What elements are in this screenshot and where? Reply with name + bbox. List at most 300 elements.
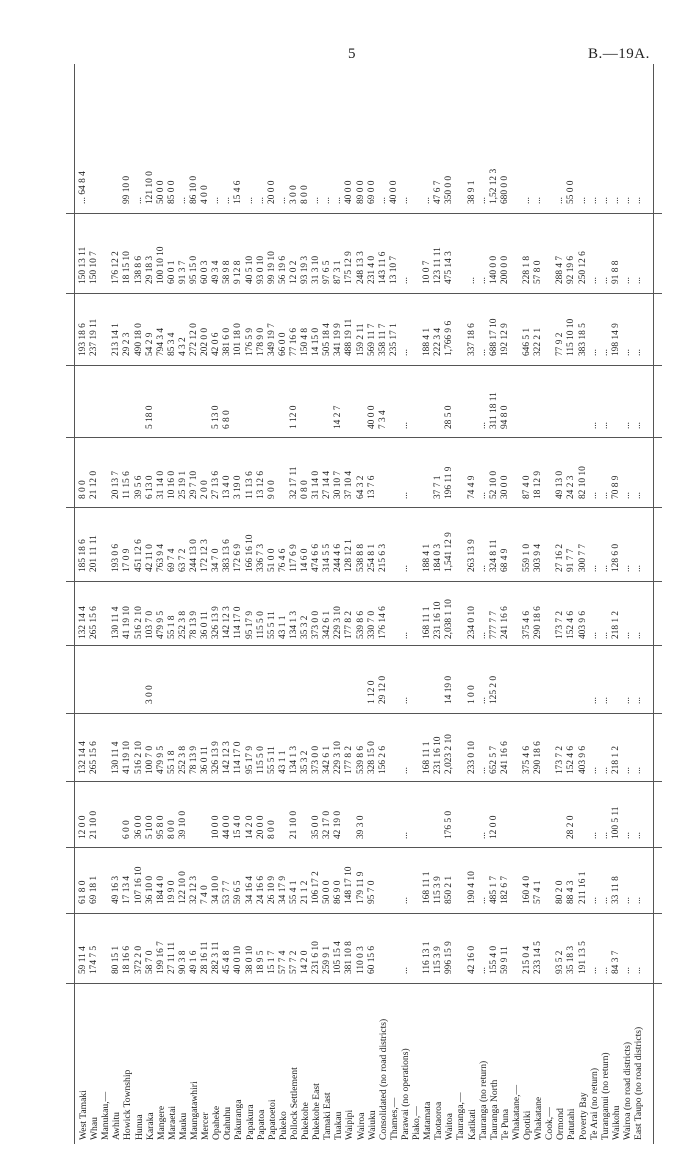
table-cell: 68 4 9: [499, 548, 510, 572]
table-row: [278, 64, 289, 1144]
district-name: Turanganui (no return): [599, 1052, 611, 1140]
table-cell: 14 2 7: [333, 405, 344, 429]
table-cell: 10 0 7: [422, 260, 433, 284]
table-cell: 28 16 11: [200, 941, 211, 974]
table-cell: 37 10 4: [344, 470, 355, 499]
district-name: Waikohu: [610, 1105, 622, 1140]
table-cell: 115 5 0: [255, 611, 266, 639]
table-cell: ...: [621, 966, 632, 974]
table-cell: 342 6 1: [322, 745, 333, 774]
table-cell: 56 19 6: [277, 255, 288, 284]
table-cell: ...: [621, 696, 632, 704]
table-cell: ...: [133, 196, 144, 204]
table-cell: ...: [633, 696, 643, 704]
table-cell: 12 0 0: [488, 815, 499, 839]
table-cell: 60 15 6: [366, 945, 377, 974]
table-cell: 60 0 3: [200, 260, 211, 284]
table-cell: 21 1 2: [300, 880, 310, 904]
table-cell: 97 6 5: [322, 260, 333, 284]
district-name: Tauranga,—: [455, 1092, 467, 1140]
table-cell: 213 14 1: [111, 323, 122, 356]
table-cell: ...: [599, 196, 610, 204]
table-cell: 57 4 1: [533, 880, 544, 904]
table-cell: 39 10 0: [177, 810, 188, 839]
table-cell: 336 7 3: [255, 543, 266, 572]
table-cell: 272 12 0: [189, 323, 199, 356]
table-cell: 6 0 0: [122, 820, 133, 839]
table-cell: 777 7 7: [488, 610, 499, 639]
table-cell: 85 0 0: [166, 180, 177, 204]
table-cell: 27 11 11: [166, 941, 177, 974]
table-cell: 99 19 10: [266, 251, 277, 284]
table-cell: 31 14 0: [311, 470, 322, 499]
table-cell: 35 3 2: [300, 750, 310, 774]
table-cell: 34 7 0: [211, 548, 222, 572]
table-cell: 57 8 0: [533, 260, 544, 284]
table-cell: 177 8 2: [344, 610, 355, 639]
table-cell: 142 12 3: [222, 606, 233, 639]
district-name: Te Puna: [499, 1108, 511, 1140]
table-cell: ...: [399, 564, 410, 572]
table-cell: 29 2 3: [122, 332, 133, 356]
table-cell: 215 0 4: [522, 945, 532, 974]
table-cell: 505 18 4: [322, 323, 333, 356]
district-name: Matamata: [422, 1101, 434, 1140]
table-cell: ...: [633, 766, 643, 774]
table-cell: 176 5 9: [244, 327, 255, 356]
table-cell: 9 0 0: [266, 480, 277, 499]
table-cell: 403 9 6: [577, 745, 588, 774]
table-cell: 3 0 0: [288, 185, 299, 204]
district-name: Cook,—: [544, 1107, 556, 1140]
table-cell: 5 18 0: [144, 405, 155, 429]
table-row: [89, 64, 100, 1144]
table-cell: 14 2 0: [244, 815, 255, 839]
table-cell: 95 15 0: [189, 255, 199, 284]
table-cell: 290 18 6: [533, 606, 544, 639]
table-cell: 156 2 6: [377, 745, 388, 774]
table-cell: 95 17 9: [244, 745, 255, 774]
table-cell: ...: [177, 196, 188, 204]
table-cell: 199 16 7: [155, 941, 166, 974]
table-cell: 358 11 7: [377, 323, 388, 356]
table-cell: 123 11 11: [433, 247, 444, 284]
table-cell: 15 4 0: [233, 815, 244, 839]
table-cell: 381 10 8: [344, 941, 355, 974]
table-row: [611, 64, 622, 1144]
table-cell: 80 15 1: [111, 945, 122, 974]
table-cell: ...: [633, 896, 643, 904]
table-cell: ...: [633, 564, 643, 572]
table-cell: 32 17 0: [322, 810, 333, 839]
table-cell: 324 8 11: [488, 539, 499, 572]
table-cell: 94 8 0: [499, 405, 510, 429]
table-cell: 45 4 8: [222, 950, 233, 974]
district-name: Waipipi: [344, 1109, 356, 1140]
table-cell: 173 7 2: [555, 610, 566, 639]
table-cell: 166 16 10: [244, 534, 255, 572]
table-cell: 13 7 6: [366, 475, 377, 499]
table-cell: ...: [588, 491, 599, 499]
table-cell: 18 12 9: [533, 470, 544, 499]
table-row: [600, 64, 611, 1144]
table-cell: ...: [599, 831, 610, 839]
table-cell: 49 1 6: [189, 950, 199, 974]
table-cell: 179 11 9: [355, 871, 366, 904]
table-cell: 41 19 10: [122, 606, 133, 639]
table-cell: ...: [633, 491, 643, 499]
table-cell: 30 0 0: [499, 475, 510, 499]
table-row: [533, 64, 544, 1144]
district-name: Waitoa: [444, 1113, 456, 1140]
table-cell: ...: [399, 696, 410, 704]
table-cell: 86 9 0: [333, 880, 344, 904]
table-cell: 13 12 6: [255, 470, 266, 499]
table-cell: ...: [588, 896, 599, 904]
table-cell: 539 8 6: [355, 745, 366, 774]
table-cell: 150 10 7: [89, 251, 100, 284]
table-cell: 244 4 6: [333, 543, 344, 572]
district-name: Parawai (no operations): [399, 1048, 411, 1140]
table-cell: 93 19 3: [300, 255, 310, 284]
table-cell: 451 12 6: [133, 539, 144, 572]
table-cell: 53 7 7: [222, 880, 233, 904]
table-cell: 373 0 0: [311, 610, 322, 639]
table-cell: 337 18 6: [466, 323, 477, 356]
table-cell: 42 0 6: [211, 332, 222, 356]
table-cell: 330 7 0: [366, 610, 377, 639]
table-row: [211, 64, 222, 1144]
table-cell: 86 10 0: [189, 175, 199, 204]
table-cell: 55 0 0: [566, 180, 577, 204]
table-cell: 88 4 3: [566, 880, 577, 904]
table-cell: 142 12 3: [222, 741, 233, 774]
table-cell: 34 10 0: [211, 875, 222, 904]
table-cell: ...: [222, 196, 233, 204]
table-cell: ...: [399, 766, 410, 774]
table-row: [111, 64, 122, 1144]
table-cell: 263 13 9: [466, 539, 477, 572]
table-cell: 122 10 0: [177, 871, 188, 904]
table-cell: 231 16 10: [433, 601, 444, 639]
table-cell: 36 10 0: [144, 875, 155, 904]
table-cell: 24 16 6: [255, 875, 266, 904]
table-cell: 233 0 10: [466, 741, 477, 774]
table-cell: 95 17 9: [244, 610, 255, 639]
district-name: Opaheke: [211, 1105, 223, 1140]
table-cell: 3 19 0: [233, 475, 244, 499]
district-name: Maraetai: [166, 1105, 178, 1140]
table-cell: 90 3 8: [177, 950, 188, 974]
table-cell: 107 16 10: [133, 866, 144, 904]
table-cell: ...: [633, 421, 643, 429]
district-name: Pukekohe East: [311, 1083, 323, 1140]
table-cell: 55 1 8: [166, 615, 177, 639]
table-cell: 15 4 6: [233, 180, 244, 204]
table-cell: 175 12 9: [344, 251, 355, 284]
table-cell: ...: [599, 421, 610, 429]
table-row: [400, 64, 411, 1144]
table-cell: 569 11 7: [366, 323, 377, 356]
table-cell: 101 18 0: [233, 323, 244, 356]
table-cell: ...: [633, 966, 643, 974]
table-cell: 6 8 0: [222, 410, 233, 429]
table-cell: 17 13 4: [122, 875, 133, 904]
district-name: Hunua: [133, 1114, 145, 1140]
table-cell: 168 11 1: [422, 871, 433, 904]
table-cell: ...: [399, 831, 410, 839]
table-cell: 248 13 3: [355, 251, 366, 284]
table-cell: 61 8 0: [78, 880, 88, 904]
table-cell: ...: [333, 196, 344, 204]
table-cell: 115 3 9: [433, 876, 444, 904]
table-cell: 200 0 0: [499, 255, 510, 284]
table-cell: 18 16 6: [122, 945, 133, 974]
table-cell: 128 6 0: [610, 543, 621, 572]
table-cell: ...: [599, 966, 610, 974]
district-name: Maungatawhiri: [189, 1081, 200, 1140]
table-cell: ...: [399, 196, 410, 204]
table-cell: 160 4 0: [522, 875, 532, 904]
table-row: [300, 64, 311, 1144]
table-cell: 132 14 4: [78, 741, 88, 774]
table-cell: 190 4 10: [466, 871, 477, 904]
table-cell: ...: [477, 196, 488, 204]
table-cell: ...: [399, 896, 410, 904]
table-cell: ...: [399, 421, 410, 429]
table-cell: 35 3 2: [300, 615, 310, 639]
district-name: Ormond: [555, 1108, 567, 1140]
table-cell: 303 9 4: [533, 543, 544, 572]
table-cell: 42 16 0: [466, 945, 477, 974]
table-cell: 17 0 9: [122, 548, 133, 572]
table-cell: 25 19 1: [177, 470, 188, 499]
table-row: [289, 64, 300, 1144]
statistics-table: [66, 64, 662, 1144]
table-cell: 37 7 1: [433, 475, 444, 499]
table-cell: 58 7 0: [144, 950, 155, 974]
table-cell: 106 17 2: [311, 871, 322, 904]
table-cell: 130 11 4: [111, 606, 122, 639]
table-cell: 159 2 11: [355, 323, 366, 356]
table-cell: ...: [555, 196, 566, 204]
district-name: West Tamaki: [78, 1090, 89, 1140]
table-cell: 231 6 10: [311, 941, 322, 974]
table-cell: 252 3 8: [177, 745, 188, 774]
table-row: [389, 64, 400, 1144]
table-cell: 50 0 0: [322, 880, 333, 904]
table-cell: 34 17 9: [277, 875, 288, 904]
table-cell: ...: [477, 421, 488, 429]
district-name: Karaka: [144, 1112, 156, 1140]
district-name: Opotiki: [522, 1110, 533, 1140]
table-cell: 103 7 0: [144, 610, 155, 639]
table-row: [489, 64, 500, 1144]
district-name: Mangere: [155, 1105, 167, 1140]
table-cell: 64 3 2: [355, 475, 366, 499]
table-cell: 10 16 0: [166, 470, 177, 499]
table-cell: 60 0 1: [166, 260, 177, 284]
table-cell: 383 13 6: [222, 539, 233, 572]
table-cell: 70 8 9: [610, 475, 621, 499]
table-cell: ...: [477, 831, 488, 839]
table-cell: 172 6 9: [233, 543, 244, 572]
table-cell: ...: [399, 966, 410, 974]
table-cell: 185 18 6: [78, 539, 88, 572]
table-cell: 89 0 0: [355, 180, 366, 204]
table-cell: ...: [588, 766, 599, 774]
table-cell: 91 3 7: [177, 260, 188, 284]
table-cell: ... 64 8 4: [78, 171, 88, 204]
table-cell: 15 1 7: [266, 950, 277, 974]
table-cell: 1 12 0: [288, 405, 299, 429]
table-cell: 8 0 0: [166, 820, 177, 839]
table-row: [167, 64, 178, 1144]
table-cell: 82 10 10: [577, 466, 588, 499]
table-cell: ...: [322, 196, 333, 204]
table-cell: 34 16 4: [244, 875, 255, 904]
table-cell: 173 7 2: [555, 745, 566, 774]
table-cell: 383 18 5: [577, 323, 588, 356]
table-cell: 237 19 11: [89, 318, 100, 356]
table-cell: 93 5 2: [555, 950, 566, 974]
table-cell: 116 13 1: [422, 941, 433, 974]
table-row: [511, 64, 522, 1144]
table-cell: 92 19 6: [566, 255, 577, 284]
table-cell: ...: [255, 196, 266, 204]
district-name: Pukekohe: [300, 1102, 311, 1140]
rotated-table-area: [66, 64, 662, 1144]
district-name: Wairoa (no road districts): [621, 1041, 633, 1140]
district-name: Waiuku: [366, 1110, 378, 1140]
table-cell: 19 9 0: [166, 880, 177, 904]
table-cell: 140 0 0: [488, 255, 499, 284]
district-name: Howick Township: [122, 1069, 134, 1140]
table-cell: 21 10 0: [89, 810, 100, 839]
table-cell: 110 0 3: [355, 946, 366, 974]
table-cell: 40 0 0: [344, 180, 355, 204]
table-cell: 93 0 10: [255, 255, 266, 284]
table-cell: 114 17 0: [233, 741, 244, 774]
table-cell: 168 11 1: [422, 741, 433, 774]
table-cell: 31 3 10: [311, 255, 322, 284]
table-cell: 9 12 8: [233, 260, 244, 284]
table-cell: 2,023 2 10: [444, 734, 455, 774]
table-cell: 69 7 4: [166, 548, 177, 572]
table-row: [478, 64, 489, 1144]
table-cell: 55 4 1: [288, 880, 299, 904]
table-cell: 1 0 0: [466, 685, 477, 704]
table-cell: 36 0 11: [200, 746, 211, 774]
table-cell: 49 13 0: [555, 470, 566, 499]
table-row: [156, 64, 167, 1144]
table-row: [444, 64, 455, 1144]
table-cell: 115 10 10: [566, 318, 577, 356]
table-bottom-rule: [653, 64, 654, 1144]
district-name: Pukeko: [277, 1111, 289, 1140]
table-cell: ...: [621, 564, 632, 572]
table-cell: ...: [477, 696, 488, 704]
table-cell: 134 1 3: [288, 610, 299, 639]
table-cell: 18 9 5: [255, 950, 266, 974]
table-cell: 28 5 0: [444, 405, 455, 429]
district-name: Papatoetoi: [266, 1099, 278, 1140]
district-name: Whakatane,—: [510, 1084, 522, 1140]
table-cell: 174 7 5: [89, 945, 100, 974]
table-row: [367, 64, 378, 1144]
district-name: Patutahi: [566, 1108, 578, 1140]
table-row: [500, 64, 511, 1144]
table-cell: 1 12 0: [366, 680, 377, 704]
table-cell: 35 18 3: [566, 945, 577, 974]
table-row: [100, 64, 111, 1144]
district-name: Tauranga (no return): [477, 1060, 489, 1140]
table-cell: 63 7 2: [177, 548, 188, 572]
district-name: Tauranga North: [488, 1079, 500, 1140]
table-cell: 211 16 1: [577, 871, 588, 904]
table-cell: 241 16 6: [499, 741, 510, 774]
district-name: Whau: [89, 1117, 101, 1140]
table-cell: 27 14 4: [322, 470, 333, 499]
table-cell: 28 2 0: [566, 815, 577, 839]
table-cell: 996 15 9: [444, 941, 455, 974]
table-row: [122, 64, 133, 1144]
table-cell: 235 17 1: [388, 323, 399, 356]
table-cell: 228 1 8: [522, 255, 532, 284]
table-cell: ...: [311, 196, 322, 204]
table-cell: 40 0 0: [388, 180, 399, 204]
table-cell: 36 0 0: [133, 815, 144, 839]
table-cell: 42 11 0: [144, 544, 155, 572]
table-cell: ...: [477, 348, 488, 356]
district-name: Thames,—: [388, 1097, 400, 1140]
table-cell: 74 4 9: [466, 475, 477, 499]
table-cell: 7 4 0: [200, 885, 211, 904]
table-cell: ...: [621, 276, 632, 284]
district-name: Pollock Settlement: [288, 1067, 300, 1140]
table-cell: 479 9 5: [155, 745, 166, 774]
table-cell: 38 0 10: [244, 945, 255, 974]
table-cell: 91 8 8: [610, 260, 621, 284]
table-row: [78, 64, 89, 1144]
table-cell: 176 12 2: [111, 251, 122, 284]
table-cell: 59 9 11: [499, 946, 510, 974]
table-cell: 182 6 7: [499, 875, 510, 904]
table-cell: 184 4 0: [155, 875, 166, 904]
table-cell: ...: [599, 276, 610, 284]
table-cell: ...: [588, 348, 599, 356]
table-cell: 84 3 7: [610, 950, 621, 974]
table-cell: 218 1 2: [610, 745, 621, 774]
table-cell: 105 15 4: [333, 941, 344, 974]
table-cell: 250 12 6: [577, 251, 588, 284]
table-cell: ...: [633, 348, 643, 356]
table-cell: 218 1 2: [610, 610, 621, 639]
table-cell: 375 4 6: [522, 610, 532, 639]
table-cell: 78 13 9: [189, 610, 199, 639]
table-cell: 155 4 0: [488, 945, 499, 974]
table-cell: 29 18 3: [144, 255, 155, 284]
table-cell: 178 9 0: [255, 327, 266, 356]
table-cell: 265 15 6: [89, 606, 100, 639]
table-cell: 234 0 10: [466, 606, 477, 639]
table-cell: 314 5 5: [322, 543, 333, 572]
table-top-rule: [74, 64, 75, 1144]
district-name: Pakuranga: [233, 1099, 245, 1140]
table-cell: ...: [399, 276, 410, 284]
table-cell: 326 13 9: [211, 606, 222, 639]
table-cell: 322 2 1: [533, 327, 544, 356]
